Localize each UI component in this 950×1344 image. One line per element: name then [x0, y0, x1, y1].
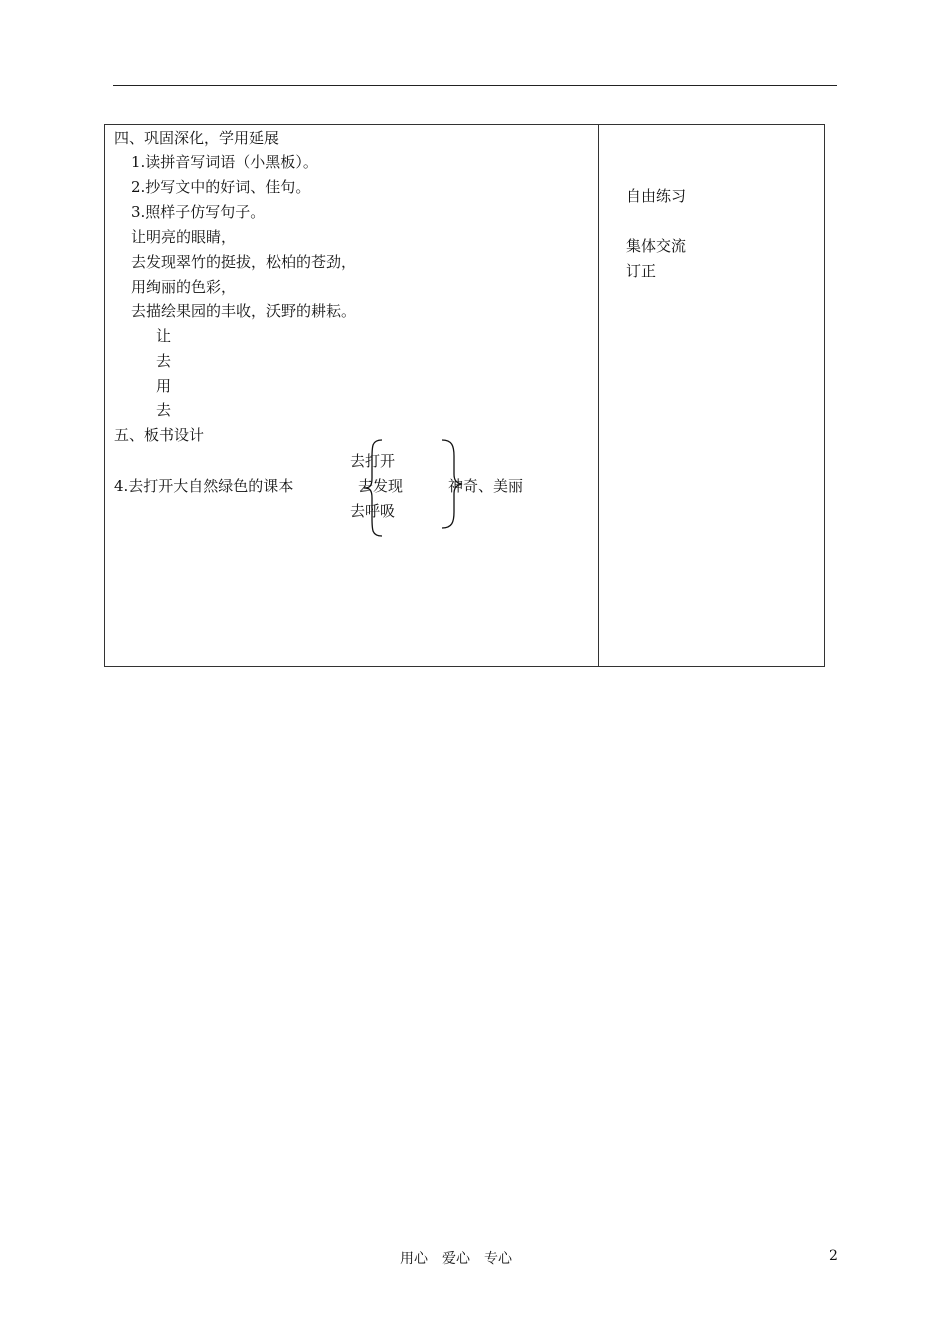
- section5-title: 五、板书设计: [114, 426, 205, 444]
- board-result: 神奇、美丽: [448, 477, 524, 495]
- example-line: 去描绘果园的丰收，沃野的耕耘。: [131, 302, 357, 320]
- note-group-exchange: 集体交流: [626, 237, 687, 255]
- section4-title: 四、巩固深化，学用延展: [114, 129, 280, 147]
- example-line: 让明亮的眼睛，: [131, 228, 237, 246]
- right-brace-icon: [440, 438, 464, 530]
- header-rule: [113, 85, 837, 86]
- board-branch: 去呼吸: [350, 502, 396, 520]
- example-line: 用绚丽的色彩，: [131, 278, 237, 296]
- exercise-item-3: 3.照样子仿写句子。: [131, 203, 266, 221]
- exercise-item-1: 1.读拼音写词语（小黑板）。: [131, 153, 318, 171]
- note-correction: 订正: [626, 262, 657, 280]
- blank-prompt: 去: [156, 401, 172, 419]
- board-main-title: 4.去打开大自然绿色的课本: [114, 477, 294, 495]
- example-line: 去发现翠竹的挺拔，松柏的苍劲，: [131, 253, 357, 271]
- blank-prompt: 用: [156, 377, 172, 395]
- blank-prompt: 去: [156, 352, 172, 370]
- note-free-practice: 自由练习: [626, 187, 687, 205]
- blank-prompt: 让: [156, 327, 172, 345]
- exercise-item-2: 2.抄写文中的好词、佳句。: [131, 178, 311, 196]
- footer-slogan: 用心 爱心 专心: [400, 1251, 512, 1267]
- left-brace-icon: [360, 438, 384, 538]
- column-divider: [598, 124, 599, 667]
- page-number: 2: [829, 1248, 838, 1264]
- board-branch: 去发现: [358, 477, 404, 495]
- board-branch: 去打开: [350, 452, 396, 470]
